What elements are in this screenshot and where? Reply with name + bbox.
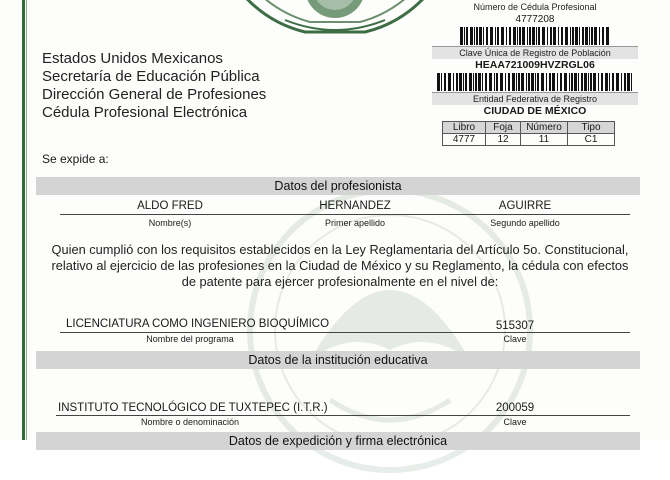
barcode-bar [571,73,573,91]
barcode-bar [517,27,518,45]
barcode-bar [532,27,535,45]
institucion-clave-caption: Clave [503,417,527,427]
issuer-line-cedula: Cédula Profesional Electrónica [42,104,248,121]
programa-rule [60,332,630,333]
cedula-number-label: Número de Cédula Profesional [473,2,597,12]
registro-value-row [443,134,615,146]
cedula-number-value: 4777208 [515,14,555,25]
primer-apellido-caption: Primer apellido [324,218,386,228]
entidad-label: Entidad Federativa de Registro [432,92,638,105]
barcode-bar [494,73,495,91]
issuer-block [42,50,266,122]
barcode-bar [588,73,589,91]
barcode-bar [627,73,630,91]
registro-value-foja: 12 [486,134,521,146]
segundo-apellido-value: AGUIRRE [498,200,552,212]
barcode-bar [490,27,493,45]
registro-header-foja: Foja [486,122,521,134]
barcode-bar [512,73,515,91]
barcode-bar [466,27,468,45]
barcode-bar [474,27,475,45]
registro-table [442,121,615,146]
left-border-line [26,0,27,440]
barcode-bar [570,27,571,45]
barcode-bar [594,27,597,45]
barcode-bar [612,73,614,91]
programa-clave-caption: Clave [503,334,527,344]
barcode-bar [516,73,517,91]
barcode-bar [541,73,544,91]
barcode-bar [526,73,527,91]
registro-header-row [443,122,615,134]
barcode-bar [561,27,563,45]
barcode-bar [616,73,619,91]
barcode-bar [495,27,496,45]
registro-value-libro: 4777 [443,134,486,146]
national-seal-icon [225,0,445,45]
barcode-bar [565,27,568,45]
left-border-stripe [22,0,25,440]
barcode-bar [519,27,521,45]
barcode-bar [560,73,562,91]
barcode-bar [552,73,555,91]
barcode-bar [631,73,632,91]
barcode-bar [546,73,547,91]
barcode-bar [441,73,442,91]
curp-label: Clave Única de Registro de Población [432,46,638,59]
barcode-bar [578,73,579,91]
cedula-number-barcode [432,27,638,45]
barcode-bar [508,73,510,91]
barcode-bar [572,27,574,45]
barcode-bar [527,27,528,45]
issuer-line-secretaria: Secretaría de Educación Pública [42,68,260,85]
entidad-value: CIUDAD DE MÉXICO [483,105,587,117]
barcode-bar [478,73,481,91]
curp-barcode [432,73,638,91]
barcode-bar [547,27,548,45]
expide-label: Se expide a: [42,152,109,166]
registro-header-numero: Número [521,122,568,134]
barcode-bar [589,27,590,45]
barcode-bar [582,27,584,45]
nombre-value: ALDO FRED [137,200,203,212]
registro-header-tipo: Tipo [568,122,615,134]
barcode-bar [465,73,467,91]
barcode-bar [602,27,604,45]
barcode-bar [522,27,525,45]
programa-name-caption: Nombre del programa [146,334,234,344]
barcode-bar [501,27,504,45]
profesionista-rule [60,214,630,215]
barcode-bar [521,73,524,91]
barcode-bar [558,27,559,45]
barcode-bar [553,27,556,45]
barcode-bar [584,73,587,91]
barcode-bar [483,27,484,45]
barcode-bar [542,27,545,45]
barcode-bar [531,73,534,91]
barcode-bar [476,27,478,45]
barcode-bar [456,73,458,91]
institucion-rule [56,415,630,416]
barcode-bar [593,73,596,91]
barcode-bar [464,27,465,45]
barcode-bar [505,73,506,91]
issuer-line-country: Estados Unidos Mexicanos [42,50,223,67]
barcode-bar [473,73,474,91]
nombre-caption: Nombre(s) [148,218,192,228]
barcode-bar [585,27,588,45]
registro-value-tipo: C1 [568,134,615,146]
barcode-bar [437,73,440,91]
barcode-bar [497,27,499,45]
barcode-bar [485,73,487,91]
cedula-id-panel [432,0,638,146]
barcode-bar [549,73,551,91]
barcode-bar [529,27,531,45]
barcode-bar [489,73,492,91]
barcode-bar [469,73,472,91]
barcode-bar [624,73,626,91]
barcode-bar [486,27,488,45]
barcode-bar [575,27,578,45]
barcode-bar [460,27,463,45]
barcode-bar [518,73,520,91]
programa-name: LICENCIATURA COMO INGENIERO BIOQUÍMICO [66,318,330,330]
barcode-bar [475,73,477,91]
barcode-bar [599,27,600,45]
barcode-bar [537,73,539,91]
barcode-bar [590,73,592,91]
barcode-bar [470,27,473,45]
barcode-bar [453,73,454,91]
barcode-bar [448,73,451,91]
legal-paragraph: Quien cumplió con los requisitos establecidos en la Ley Reglamentaria del Artículo 5o. Constitucional, relativo al ejercicio de las profesiones en la Ciudad de México y su Reglamento, la cédula con efectos de patente para ejercer profesionalmente en el nivel de: [51,242,629,289]
barcode-bar [459,73,462,91]
barcode-bar [601,73,603,91]
barcode-bar [535,73,536,91]
barcode-bar [550,27,552,45]
barcode-bar [479,27,482,45]
institucion-name: INSTITUTO TECNOLÓGICO DE TUXTEPEC (I.T.R.) [58,402,328,414]
profesionista-heading: Datos del profesionista [36,177,640,195]
institucion-heading: Datos de la institución educativa [36,351,640,369]
curp-value: HEAA721009HVZRGL06 [475,59,595,71]
registro-header-libro: Libro [443,122,486,134]
primer-apellido-value: HERNANDEZ [319,200,391,212]
barcode-bar [598,73,599,91]
barcode-bar [606,27,609,45]
barcode-bar [609,73,610,91]
barcode-bar [513,27,516,45]
barcode-bar [591,27,593,45]
barcode-bar [538,27,540,45]
barcode-bar [444,73,446,91]
barcode-bar [509,27,511,45]
barcode-bar [574,73,577,91]
barcode-bar [528,73,530,91]
segundo-apellido-caption: Segundo apellido [490,218,560,228]
barcode-bar [605,73,608,91]
barcode-bar [569,73,570,91]
barcode-bar [496,73,498,91]
expedicion-heading: Datos de expedición y firma electrónica [36,432,640,450]
registro-value-numero: 11 [521,134,568,146]
barcode-bar [564,73,567,91]
barcode-bar [621,73,622,91]
barcode-bar [506,27,507,45]
barcode-bar [463,73,464,91]
barcode-bar [482,73,483,91]
barcode-bar [581,73,583,91]
barcode-bar [536,27,537,45]
programa-clave: 515307 [495,320,535,332]
institucion-clave: 200059 [495,402,535,414]
barcode-bar [500,73,503,91]
barcode-bar [579,27,580,45]
institucion-name-caption: Nombre o denominación [140,417,240,427]
issuer-line-direccion: Dirección General de Profesiones [42,86,267,103]
barcode-bar [557,73,558,91]
